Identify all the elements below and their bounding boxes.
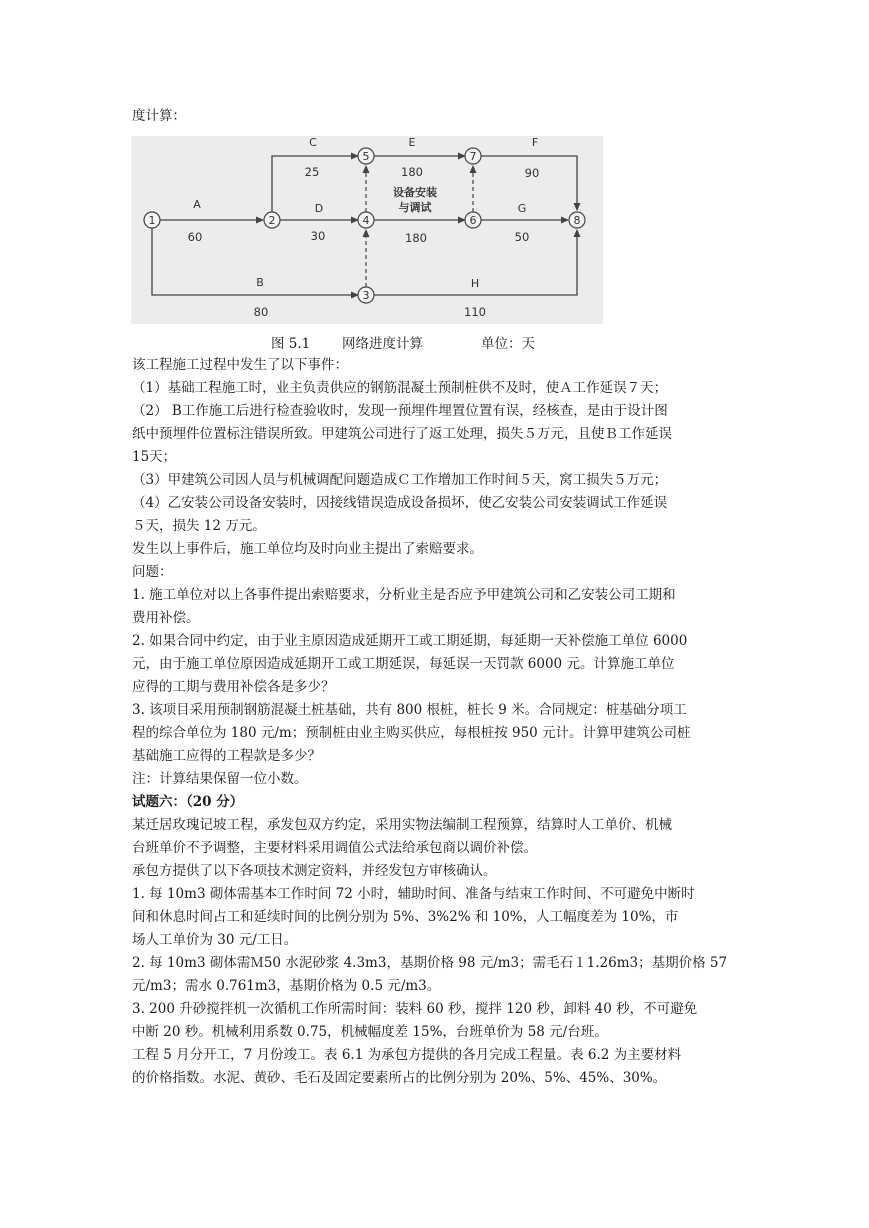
body-line-11: 1. 施工单位对以上各事件提出索赔要求，分析业主是否应予甲建筑公司和乙安装公司工期和 bbox=[132, 587, 676, 603]
body-line-25: 间和休息时间占工和延续时间的比例分别为 5%、3%2% 和 10%，人工幅度差为 10%，市 bbox=[132, 909, 679, 925]
node-1 bbox=[144, 212, 160, 228]
activity-h-duration: 110 bbox=[464, 305, 486, 319]
body-line-18: 基础施工应得的工程款是多少？ bbox=[132, 748, 321, 764]
body-line-31: 工程 5 月分开工，7 月份竣工。表 6.1 为承包方提供的各月完成工程量。表 6.2 为主要材料 bbox=[132, 1047, 682, 1063]
svg-text:4: 4 bbox=[362, 214, 370, 227]
body-line-30: 中断 20 秒。机械利用系数 0.75，机械幅度差 15%，台班单价为 58 元/台班。 bbox=[132, 1024, 608, 1040]
body-line-17: 程的综合单位为 180 元/m；预制桩由业主购买供应，每根桩按 950 元计。计算甲建筑公司桩 bbox=[132, 725, 691, 741]
node-8 bbox=[569, 212, 585, 228]
node-3 bbox=[358, 287, 374, 303]
activity-b-label: B bbox=[256, 276, 264, 289]
svg-text:6: 6 bbox=[469, 214, 477, 227]
activity-d-duration: 30 bbox=[310, 229, 326, 243]
body-line-3: （2） B工作施工后进行检查验收时，发现一预埋件埋置位置有误，经核查，是由于设计图 bbox=[132, 403, 668, 419]
activity-c-label: C bbox=[309, 136, 317, 149]
body-line-8: ５天，损失 12 万元。 bbox=[132, 518, 266, 534]
body-line-19: 注：计算结果保留一位小数。 bbox=[132, 771, 308, 787]
node-2 bbox=[264, 212, 280, 228]
svg-text:7: 7 bbox=[469, 150, 477, 163]
activity-g-label: G bbox=[517, 202, 527, 215]
body-line-1: 该工程施工过程中发生了以下事件： bbox=[132, 357, 348, 373]
body-line-24: 1. 每 10m3 砌体需基本工作时间 72 小时，辅助时间、准备与结束工作时间、不可避免中断时 bbox=[132, 886, 695, 902]
body-line-14: 元，由于施工单位原因造成延期开工或工期延误，每延误一天罚款 6000 元。计算施工单位 bbox=[132, 656, 675, 672]
body-line-16: 3. 该项目采用预制钢筋混凝土桩基础，共有 800 根桩，桩长 9 米。合同规定：桩基础分项工 bbox=[132, 702, 687, 718]
activity-b-duration: 80 bbox=[253, 305, 269, 319]
install-label-line1: 设备安装 bbox=[393, 186, 437, 199]
body-line-12: 费用补偿。 bbox=[132, 610, 200, 626]
svg-text:2: 2 bbox=[268, 214, 276, 227]
body-line-23: 承包方提供了以下各项技术测定资料，并经发包方审核确认。 bbox=[132, 863, 497, 879]
svg-text:5: 5 bbox=[362, 150, 370, 163]
node-5 bbox=[358, 148, 374, 164]
install-duration: 180 bbox=[405, 231, 427, 245]
body-line-7: （4）乙安装公司设备安装时，因接线错误造成设备损坏，使乙安装公司安装调试工作延误 bbox=[132, 495, 668, 511]
network-diagram bbox=[131, 136, 603, 324]
activity-d-label: D bbox=[314, 202, 324, 215]
body-line-27: 2. 每 10m3 砌体需Ｍ50 水泥砂浆 4.3m3，基期价格 98 元/m3；需毛石１1.26m3；基期价格 57 bbox=[132, 955, 728, 971]
arrow-f bbox=[481, 156, 577, 210]
activity-g-duration: 50 bbox=[514, 230, 530, 244]
intro-text: 度计算： bbox=[132, 108, 186, 124]
body-line-13: 2. 如果合同中约定，由于业主原因造成延期开工或工期延期，每延期一天补偿施工单位 6000 bbox=[132, 633, 688, 649]
svg-text:8: 8 bbox=[573, 214, 581, 227]
arrow-b bbox=[152, 228, 358, 295]
figure-title: 网络进度计算 bbox=[342, 336, 423, 352]
body-line-4: 纸中预埋件位置标注错误所致。甲建筑公司进行了返工处理，损失５万元，且使Ｂ工作延误 bbox=[132, 426, 672, 442]
body-line-2: （1）基础工程施工时，业主负责供应的钢筋混凝土预制桩供不及时，使Ａ工作延误７天； bbox=[132, 380, 668, 396]
figure-unit: 单位：天 bbox=[481, 336, 535, 352]
activity-h-label: H bbox=[470, 277, 480, 290]
network-diagram-svg bbox=[131, 136, 603, 324]
body-line-15: 应得的工期与费用补偿各是多少？ bbox=[132, 679, 335, 695]
activity-a-duration: 60 bbox=[187, 230, 203, 244]
body-line-21: 某迁居玫瑰记坡工程，承发包双方约定，采用实物法编制工程预算，结算时人工单价、机械 bbox=[132, 817, 672, 833]
activity-c-duration: 25 bbox=[304, 165, 320, 179]
body-line-10: 问题： bbox=[132, 564, 173, 580]
activity-e-duration: 180 bbox=[401, 165, 423, 179]
activity-a-label: A bbox=[193, 198, 201, 211]
svg-text:1: 1 bbox=[148, 214, 156, 227]
activity-f-label: F bbox=[531, 136, 539, 149]
body-line-9: 发生以上事件后，施工单位均及时向业主提出了索赔要求。 bbox=[132, 541, 483, 557]
body-line-32: 的价格指数。水泥、黄砂、毛石及固定要素所占的比例分别为 20%、5%、45%、30%。 bbox=[132, 1070, 667, 1086]
body-line-5: 15天； bbox=[132, 449, 177, 465]
figure-number: 图 5.1 bbox=[271, 336, 311, 352]
node-4 bbox=[358, 212, 374, 228]
body-line-29: 3. 200 升砂搅拌机一次循机工作所需时间：装料 60 秒，搅拌 120 秒，卸料 40 秒，不可避免 bbox=[132, 1001, 698, 1017]
body-line-28: 元/m3；需水 0.761m3，基期价格为 0.5 元/m3。 bbox=[132, 978, 441, 994]
install-label-line2: 与调试 bbox=[398, 201, 432, 214]
svg-text:3: 3 bbox=[362, 289, 370, 302]
activity-f-duration: 90 bbox=[524, 166, 540, 180]
section-heading: 试题六：（20 分） bbox=[132, 794, 244, 810]
node-6 bbox=[465, 212, 481, 228]
body-line-6: （3）甲建筑公司因人员与机械调配问题造成Ｃ工作增加工作时间５天，窝工损失５万元； bbox=[132, 472, 668, 488]
activity-e-label: E bbox=[408, 136, 416, 149]
node-7 bbox=[465, 148, 481, 164]
body-line-26: 场人工单价为 30 元/工日。 bbox=[132, 932, 298, 948]
body-line-22: 台班单价不予调整，主要材料采用调值公式法给承包商以调价补偿。 bbox=[132, 840, 537, 856]
